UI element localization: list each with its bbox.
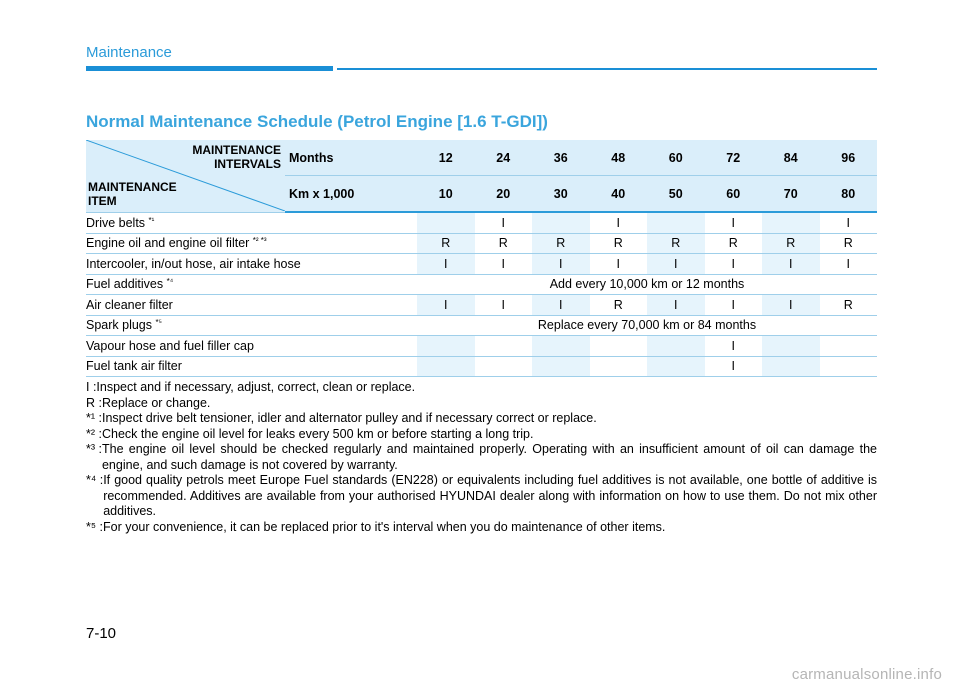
schedule-cell: I — [820, 254, 878, 275]
note-text: Inspect and if necessary, adjust, correct, clean or replace. — [96, 380, 416, 394]
section-bar — [86, 66, 333, 71]
schedule-cell — [417, 356, 475, 377]
schedule-cell: I — [475, 254, 533, 275]
months-value: 24 — [475, 140, 533, 176]
header-corner — [86, 140, 285, 212]
schedule-cell — [762, 212, 820, 233]
note-text: Check the engine oil level for leaks every 500 km or before starting a long trip. — [101, 426, 534, 441]
schedule-cell: I — [590, 254, 648, 275]
interval-note: Add every 10,000 km or 12 months — [417, 274, 877, 295]
note-item — [86, 411, 877, 427]
maintenance-item — [86, 233, 417, 254]
table-row — [86, 254, 877, 275]
section-rule — [337, 68, 877, 70]
maintenance-item — [86, 274, 417, 295]
schedule-cell — [417, 336, 475, 357]
note-key: *² : — [86, 426, 102, 441]
schedule-cell: I — [590, 212, 648, 233]
page-number: 7-10 — [86, 625, 117, 642]
item-label: Fuel tank air filter — [86, 359, 182, 374]
note-text: If good quality petrols meet Europe Fuel standards (EN228) or equivalents including fuel additives is not available, one bottle of additive is recommended. Additives are available from your authorised HYUNDAI dealer along with information on how to use them. Do not mix other additives. — [103, 473, 877, 518]
schedule-cell: I — [417, 254, 475, 275]
footnote-ref: *¹ — [148, 215, 155, 225]
note-text: The engine oil level should be checked regularly and maintained properly. Operating with an insufficient amount of oil can damage the engine, and such damage is not covered by warranty. — [101, 442, 877, 472]
item-label: Engine oil and engine oil filter — [86, 236, 253, 251]
table-row — [86, 295, 877, 316]
schedule-cell: R — [820, 233, 878, 254]
footnote-ref: *⁴ — [166, 277, 174, 287]
item-label: Drive belts — [86, 215, 149, 230]
schedule-cell: I — [417, 295, 475, 316]
months-value: 48 — [590, 140, 648, 176]
schedule-cell: I — [705, 212, 763, 233]
table-row — [86, 315, 877, 336]
note-key: R : — [86, 395, 102, 410]
km-value: 80 — [820, 176, 878, 213]
note-item — [86, 396, 877, 412]
months-value: 12 — [417, 140, 475, 176]
maintenance-item — [86, 315, 417, 336]
km-value: 10 — [417, 176, 475, 213]
maintenance-item — [86, 295, 417, 316]
item-label: Intercooler, in/out hose, air intake hose — [86, 256, 301, 271]
maintenance-intervals-label: MAINTENANCE INTERVALS — [192, 143, 281, 171]
maintenance-item-label: MAINTENANCE ITEM — [88, 179, 177, 208]
schedule-cell: R — [417, 233, 475, 254]
months-value: 72 — [705, 140, 763, 176]
schedule-cell: R — [647, 233, 705, 254]
schedule-cell: I — [705, 254, 763, 275]
schedule-cell: I — [705, 295, 763, 316]
watermark: carmanualsonline.info — [791, 666, 942, 683]
schedule-cell: I — [532, 295, 590, 316]
maintenance-item — [86, 336, 417, 357]
schedule-cell: R — [762, 233, 820, 254]
schedule-cell — [820, 336, 878, 357]
note-key: *¹ : — [86, 411, 102, 425]
schedule-cell — [762, 336, 820, 357]
footnote-ref: *⁵ — [155, 318, 162, 328]
schedule-cell: I — [532, 254, 590, 275]
table-row — [86, 356, 877, 377]
item-label: Fuel additives — [86, 277, 167, 292]
schedule-cell: I — [705, 336, 763, 357]
note-key: I : — [86, 380, 97, 394]
table-row — [86, 274, 877, 295]
km-value: 50 — [647, 176, 705, 213]
note-text: Inspect drive belt tensioner, idler and alternator pulley and if necessary correct or replace. — [101, 411, 597, 425]
schedule-cell — [820, 356, 878, 377]
legend-notes — [86, 380, 877, 535]
schedule-cell: R — [590, 295, 648, 316]
table-row — [86, 233, 877, 254]
note-item — [86, 473, 877, 520]
schedule-cell: R — [590, 233, 648, 254]
schedule-cell — [475, 336, 533, 357]
note-key: *⁵ : — [86, 519, 103, 534]
schedule-cell — [647, 356, 705, 377]
schedule-cell — [647, 336, 705, 357]
schedule-cell: I — [647, 295, 705, 316]
footnote-ref: *² *³ — [252, 236, 267, 246]
maintenance-item — [86, 254, 417, 275]
note-item — [86, 380, 877, 396]
schedule-cell — [532, 356, 590, 377]
table-row — [86, 212, 877, 233]
interval-note: Replace every 70,000 km or 84 months — [417, 315, 877, 336]
schedule-cell: R — [532, 233, 590, 254]
months-value: 60 — [647, 140, 705, 176]
schedule-cell: I — [475, 212, 533, 233]
table-row — [86, 336, 877, 357]
note-item — [86, 427, 877, 443]
section-title: Maintenance — [86, 44, 172, 61]
schedule-cell — [475, 356, 533, 377]
schedule-cell — [417, 212, 475, 233]
schedule-cell — [590, 336, 648, 357]
schedule-cell — [762, 356, 820, 377]
schedule-cell — [532, 336, 590, 357]
months-label: Months — [285, 140, 417, 176]
km-value: 70 — [762, 176, 820, 213]
km-label: Km x 1,000 — [285, 176, 417, 213]
item-label: Spark plugs — [86, 318, 156, 333]
km-value: 40 — [590, 176, 648, 213]
km-value: 60 — [705, 176, 763, 213]
schedule-cell: I — [705, 356, 763, 377]
schedule-cell — [532, 212, 590, 233]
months-value: 84 — [762, 140, 820, 176]
schedule-cell: I — [647, 254, 705, 275]
item-label: Vapour hose and fuel filler cap — [86, 338, 254, 353]
schedule-body — [86, 212, 877, 377]
note-key: *³ : — [86, 442, 102, 456]
note-key: *⁴ : — [86, 473, 104, 487]
note-text: Replace or change. — [101, 395, 211, 410]
schedule-cell: R — [820, 295, 878, 316]
schedule-cell: I — [762, 254, 820, 275]
note-text: For your convenience, it can be replaced prior to it's interval when you do maintenance of other items. — [103, 519, 666, 534]
schedule-cell — [647, 212, 705, 233]
months-value: 96 — [820, 140, 878, 176]
km-value: 20 — [475, 176, 533, 213]
page-title: Normal Maintenance Schedule (Petrol Engine [1.6 T-GDI]) — [86, 112, 548, 131]
schedule-cell: R — [475, 233, 533, 254]
maintenance-schedule-table — [86, 140, 877, 377]
maintenance-item — [86, 356, 417, 377]
months-value: 36 — [532, 140, 590, 176]
maintenance-item — [86, 212, 417, 233]
item-label: Air cleaner filter — [86, 297, 173, 312]
schedule-cell — [590, 356, 648, 377]
schedule-cell: R — [705, 233, 763, 254]
note-item — [86, 442, 877, 473]
schedule-cell: I — [762, 295, 820, 316]
note-item — [86, 520, 877, 536]
km-value: 30 — [532, 176, 590, 213]
schedule-cell: I — [820, 212, 878, 233]
schedule-cell: I — [475, 295, 533, 316]
